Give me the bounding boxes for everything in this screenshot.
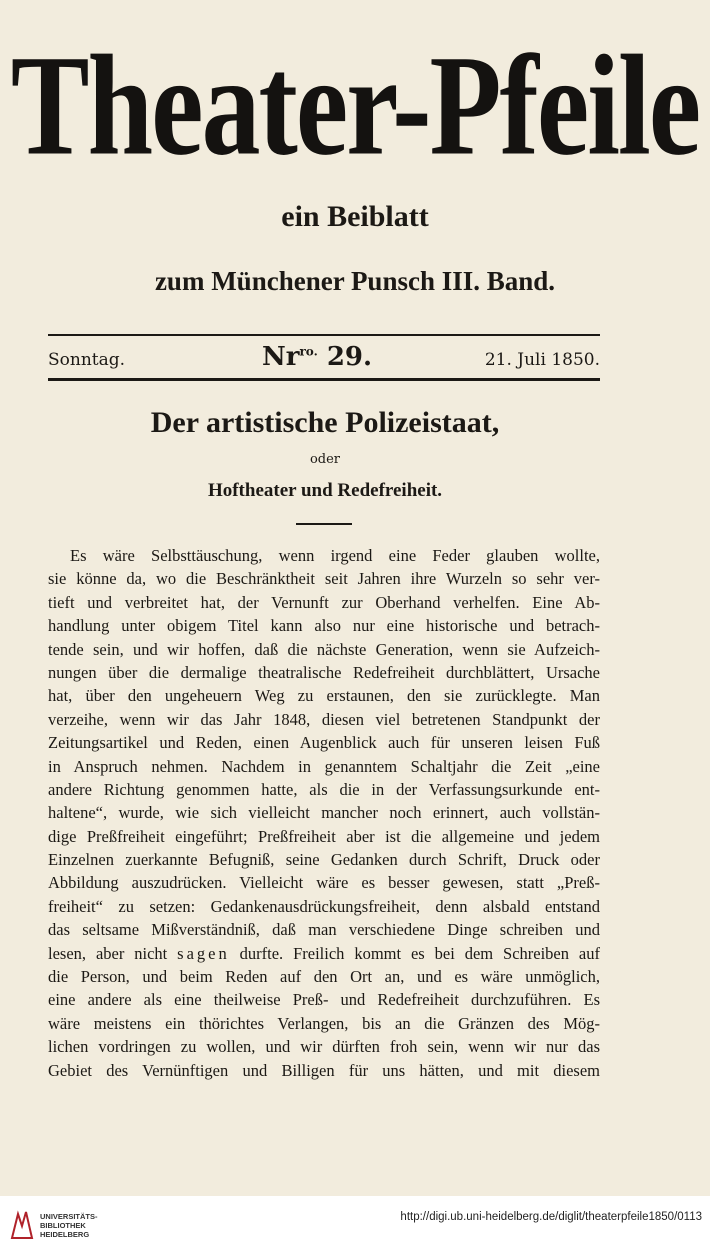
issue-number-sup: ro. bbox=[299, 344, 318, 359]
issue-date: 21. Juli 1850. bbox=[484, 350, 600, 370]
library-logo-text[interactable] bbox=[40, 1212, 98, 1239]
issue-line bbox=[48, 342, 600, 376]
short-divider bbox=[296, 523, 352, 525]
rule-bottom bbox=[48, 378, 600, 381]
text-line: andere Richtung genommen hatte, als die in der Verfassungsurkunde ent- bbox=[48, 779, 600, 799]
issue-day: Sonntag. bbox=[48, 350, 126, 370]
rule-top bbox=[48, 334, 600, 336]
text-line: nungen über die dermalige theatralische Redefreiheit durchblättert, Ursache bbox=[48, 662, 600, 682]
text-line: Zeitungsartikel und Reden, einen Augenblick auch für unseren leisen Fuß bbox=[48, 733, 600, 753]
logo-line: HEIDELBERG bbox=[40, 1230, 90, 1239]
text-line-spaced bbox=[48, 942, 600, 965]
article-subtitle: Hoftheater und Redefreiheit. bbox=[207, 480, 443, 501]
text-line: hat, über den ungeheuern Weg zu erstaunen, den sie zurücklegte. Man bbox=[48, 686, 600, 706]
article-body bbox=[48, 544, 600, 1082]
text-line: tieft und verbreitet hat, der Vernunft zur Oberhand verhelfen. Eine Ab- bbox=[48, 592, 600, 612]
text-line: Einzelnen zuerkannte Befugniß, seine Gedanken durch Schrift, Druck oder bbox=[48, 850, 600, 870]
text-line: lichen vordringen zu wollen, und wir dürften froh sein, wenn wir nur das bbox=[48, 1037, 600, 1057]
text-line: sie könne da, wo die Beschränktheit seit Jahren ihre Wurzeln so sehr ver- bbox=[48, 569, 600, 589]
text-line: in Anspruch nehmen. Nachdem in genanntem Schaltjahr die Zeit „eine bbox=[48, 756, 600, 776]
text-line: eine andere als eine theilweise Preß- und Redefreiheit durchzuführen. Es bbox=[48, 990, 600, 1010]
article-or: oder bbox=[309, 452, 341, 467]
text-line: Gebiet des Vernünftigen und Billigen für uns hätten, und mit diesem bbox=[48, 1060, 600, 1080]
university-seal-icon bbox=[10, 1208, 36, 1242]
logo-line: UNIVERSITÄTS- bbox=[40, 1212, 98, 1221]
article-title: Der artistische Polizeistaat, bbox=[150, 406, 500, 439]
masthead-subtitle: ein Beiblatt bbox=[281, 200, 429, 233]
text-line: verzeihe, wenn wir das Jahr 1848, diesen viel betretenen Standpunkt der bbox=[48, 709, 600, 729]
text-line: wäre meistens ein thörichtes Verlangen, bis an die Gränzen des Mög- bbox=[48, 1013, 600, 1033]
text-line: tende sein, und wir hoffen, daß die nächste Generation, wenn sie Aufzeich- bbox=[48, 639, 600, 659]
footer-bar bbox=[0, 1196, 710, 1251]
text-line: handlung unter obigem Titel kann also nur eine historische und betrach- bbox=[48, 616, 600, 636]
text-line: freiheit“ zu setzen: Gedankenausdrückungsfreiheit, denn alsbald entstand bbox=[48, 896, 600, 916]
issue-number bbox=[262, 342, 372, 372]
text-line: dige Preßfreiheit eingeführt; Preßfreiheit aber ist die allgemeine und jedem bbox=[48, 826, 600, 846]
spaced-word: sagen bbox=[177, 943, 230, 963]
text-line: die Person, und beim Reden auf den Ort an, und es wäre unmöglich, bbox=[48, 967, 600, 987]
logo-line: BIBLIOTHEK bbox=[40, 1221, 86, 1230]
issue-number-value: 29. bbox=[326, 342, 373, 372]
text-line: das seltsame Mißverständniß, daß man verschiedene Dinge schreiben und bbox=[48, 920, 600, 940]
text-line: haltene“, wurde, wie sich vielleicht mancher noch erinnert, auch vollstän- bbox=[48, 803, 600, 823]
text-line: Abbildung auszudrücken. Vielleicht wäre es besser gewesen, statt „Preß- bbox=[48, 873, 600, 893]
text-fragment: durfte. Freilich kommt es bei dem Schreiben auf bbox=[229, 943, 600, 963]
masthead-subtitle-volume: zum Münchener Punsch III. Band. bbox=[154, 266, 556, 296]
source-url-link[interactable]: http://digi.ub.uni-heidelberg.de/diglit/theaterpfeile1850/0113 bbox=[400, 1211, 702, 1223]
text-fragment: lesen, aber nicht bbox=[48, 943, 178, 963]
text-line: Es wäre Selbsttäuschung, wenn irgend eine Feder glauben wollte, bbox=[70, 546, 600, 565]
masthead-title: Theater-Pfeile bbox=[10, 25, 700, 186]
issue-number-prefix: Nr bbox=[262, 342, 300, 372]
